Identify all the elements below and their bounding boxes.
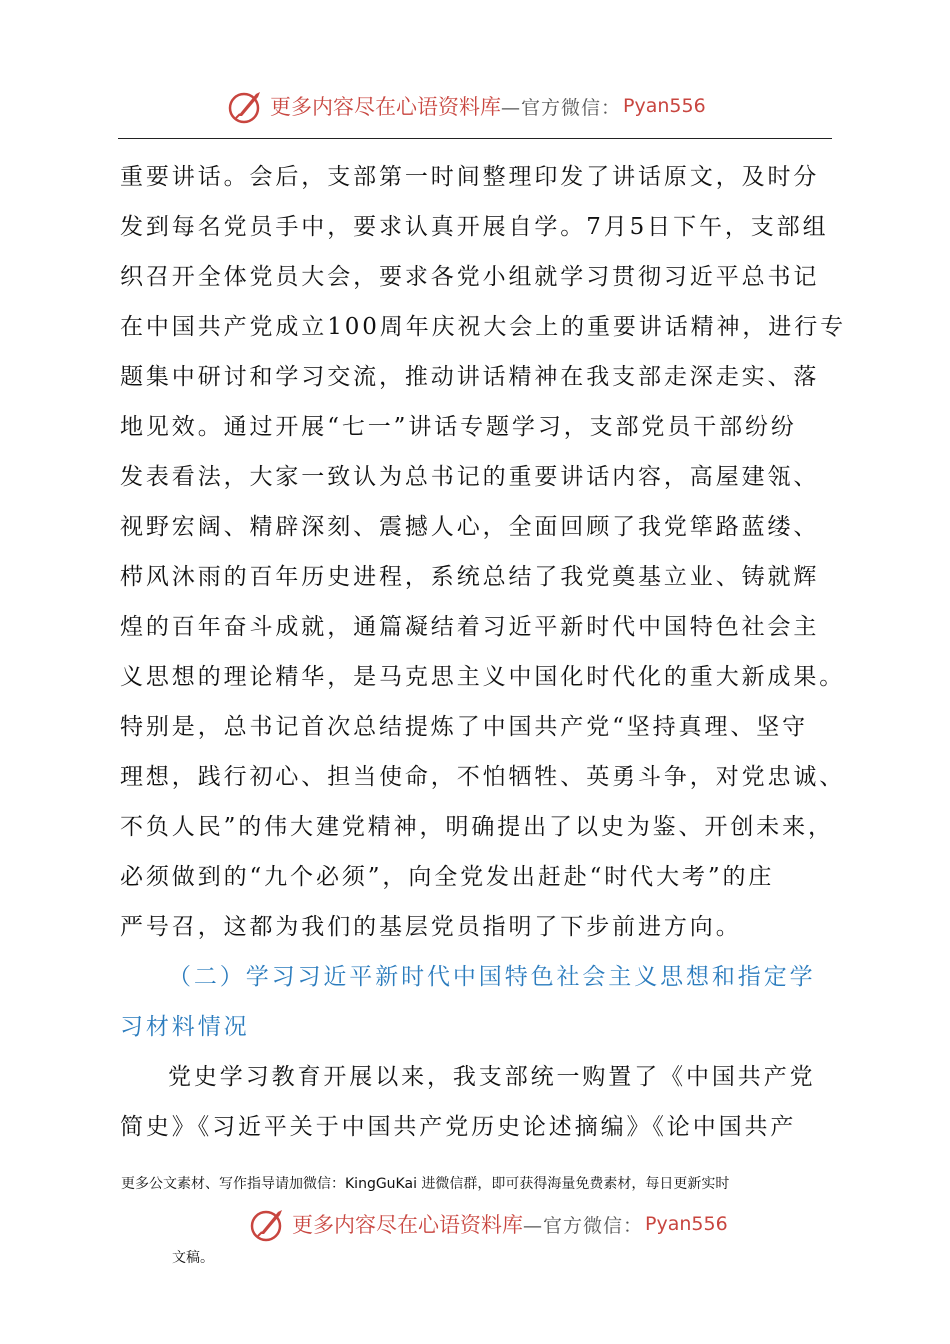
section-heading-cont: 习材料情况: [120, 1014, 250, 1040]
header-brand-dash: —官方微信：: [501, 96, 622, 119]
footer-brand-main: 更多内容尽在心语资料库: [292, 1213, 523, 1237]
text-line: 煌的百年奋斗成就，通篇凝结着习近平新时代中国特色社会主: [120, 614, 820, 640]
document-body: [120, 152, 846, 1152]
text-line: 在中国共产党成立100周年庆祝大会上的重要讲话精神，进行专: [120, 314, 846, 340]
quill-logo-icon: [248, 1204, 288, 1244]
footer-brand-dash: —官方微信：: [523, 1214, 644, 1237]
text-line: 发到每名党员手中，要求认真开展自学。7月5日下午，支部组: [120, 214, 829, 240]
footer-note: 更多公文素材、写作指导请加微信：KingGuKai 进微信群，即可获得海量免费素材，每日更新实时: [121, 1176, 730, 1192]
header-brand-main: 更多内容尽在心语资料库: [270, 95, 501, 119]
text-line: 义思想的理论精华，是马克思主义中国化时代化的重大新成果。: [120, 664, 846, 690]
quill-logo-icon: [226, 86, 266, 126]
footer-brand-id: Pyan556: [645, 1213, 728, 1235]
text-line: 特别是，总书记首次总结提炼了中国共产党“坚持真理、坚守: [120, 714, 809, 740]
footer-watermark: [248, 1204, 728, 1244]
text-line: 重要讲话。会后，支部第一时间整理印发了讲话原文，及时分: [120, 164, 820, 190]
text-line: 发表看法，大家一致认为总书记的重要讲话内容，高屋建瓴、: [120, 464, 820, 490]
section-heading: （二）学习习近平新时代中国特色社会主义思想和指定学: [168, 964, 816, 990]
footer-end-text: 文稿。: [172, 1250, 214, 1266]
text-line: 不负人民”的伟大建党精神，明确提出了以史为鉴、开创未来，: [120, 814, 834, 840]
header-brand-id: Pyan556: [623, 95, 706, 117]
text-line: 视野宏阔、精辟深刻、震撼人心，全面回顾了我党筚路蓝缕、: [120, 514, 820, 540]
page-header: [118, 78, 832, 140]
text-line: 理想，践行初心、担当使命，不怕牺牲、英勇斗争，对党忠诚、: [120, 764, 846, 790]
text-line: 地见效。通过开展“七一”讲话专题学习，支部党员干部纷纷: [120, 414, 797, 440]
text-line: 必须做到的“九个必须”，向全党发出赶赴“时代大考”的庄: [120, 864, 775, 890]
text-line: 严号召，这都为我们的基层党员指明了下步前进方向。: [120, 914, 742, 940]
text-line: 题集中研讨和学习交流，推动讲话精神在我支部走深走实、落: [120, 364, 820, 390]
text-line: 党史学习教育开展以来，我支部统一购置了《中国共产党: [168, 1064, 816, 1090]
text-line: 简史》《习近平关于中国共产党历史论述摘编》《论中国共产: [120, 1114, 797, 1140]
text-line: 织召开全体党员大会，要求各党小组就学习贯彻习近平总书记: [120, 264, 820, 290]
header-rule: [118, 138, 832, 139]
text-line: 栉风沐雨的百年历史进程，系统总结了我党奠基立业、铸就辉: [120, 564, 820, 590]
header-watermark: [226, 86, 706, 126]
